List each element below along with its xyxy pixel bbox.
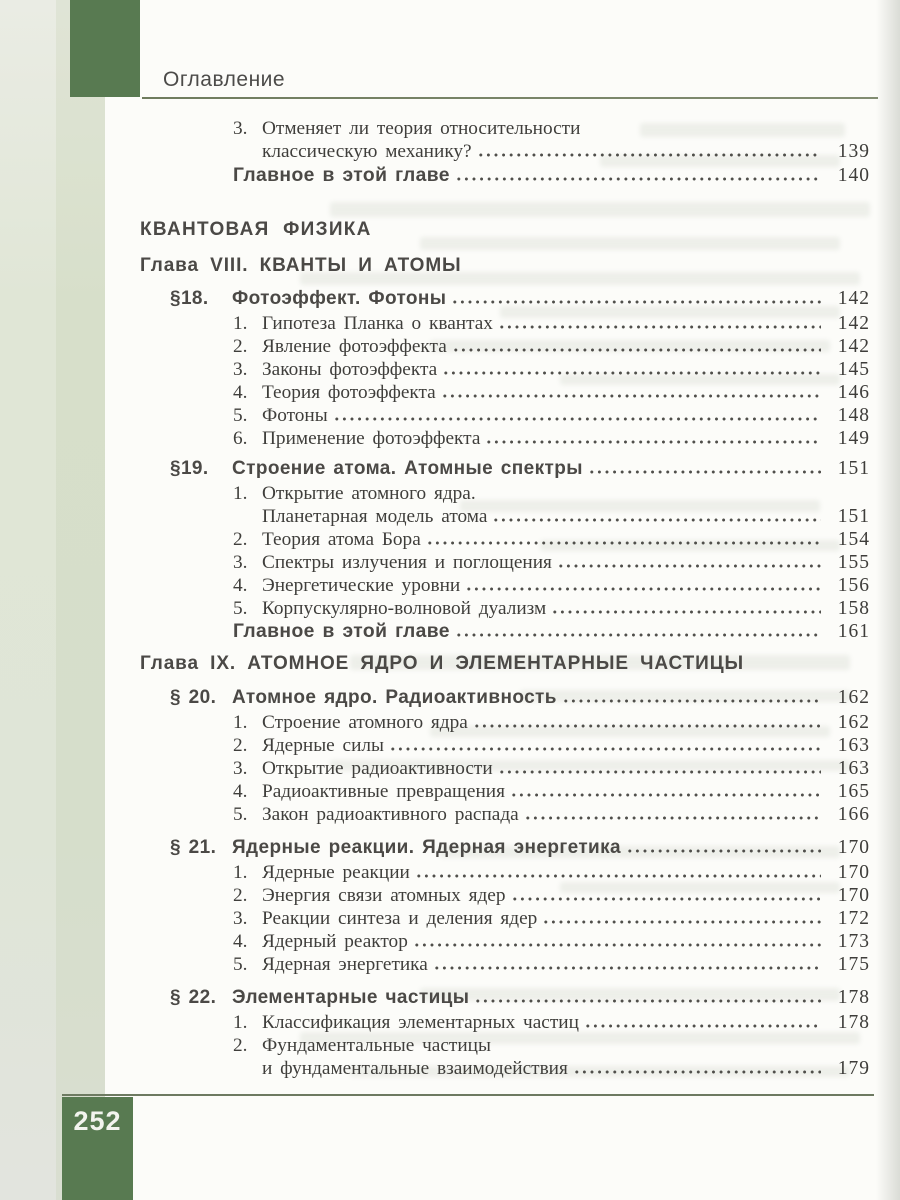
dot-leader [551, 610, 821, 614]
toc-entry-continuation [140, 1057, 870, 1080]
entry-page-number: 155 [837, 552, 870, 573]
section-title: Фотоэффект. Фотоны [232, 288, 447, 309]
toc-entry [140, 312, 870, 335]
summary-entry [140, 163, 870, 188]
entry-title: Ядерные реакции [262, 862, 410, 883]
entry-number: 5. [233, 954, 248, 975]
entry-number: 3. [233, 758, 248, 779]
toc-entry [140, 574, 870, 597]
entry-title: Классификация элементарных частиц [262, 1012, 579, 1033]
dot-leader [498, 325, 821, 329]
entry-number: 1. [233, 483, 248, 504]
entry-page-number: 142 [837, 336, 870, 357]
toc-entry [140, 953, 870, 976]
dot-leader [511, 897, 821, 901]
entry-title: классическую механику? [262, 141, 472, 162]
entry-page-number: 170 [837, 885, 870, 906]
entry-page-number: 140 [837, 165, 870, 186]
dot-leader [452, 348, 821, 352]
entry-page-number: 165 [837, 781, 870, 802]
dot-leader [415, 874, 821, 878]
dot-leader [588, 470, 821, 474]
dot-leader [498, 770, 821, 774]
entry-page-number: 154 [837, 529, 870, 550]
entry-number: 2. [233, 885, 248, 906]
dot-leader [426, 541, 821, 545]
toc-entry [140, 884, 870, 907]
entry-title: Ядерные силы [262, 735, 384, 756]
dot-leader [474, 999, 821, 1003]
entry-page-number: 173 [837, 931, 870, 952]
dot-leader [442, 371, 821, 375]
entry-number: 1. [233, 313, 248, 334]
entry-title: Строение атомного ядра [262, 712, 468, 733]
entry-title: Законы фотоэффекта [262, 359, 438, 380]
section-label: §18. [170, 288, 209, 309]
section-entry [140, 985, 870, 1011]
dot-leader [389, 747, 821, 751]
entry-page-number: 142 [837, 288, 870, 309]
entry-number: 4. [233, 382, 248, 403]
right-page-edge [876, 0, 900, 1200]
entry-page-number: 161 [837, 621, 870, 642]
entry-title: Главное в этой главе [233, 621, 450, 642]
dot-leader [562, 699, 821, 703]
entry-title: Радиоактивные превращения [262, 781, 505, 802]
toc-entry [140, 482, 870, 505]
dot-leader [455, 633, 821, 637]
dot-leader [542, 920, 821, 924]
toc-entry [140, 907, 870, 930]
entry-page-number: 145 [837, 359, 870, 380]
dot-leader [626, 849, 821, 853]
entry-page-number: 172 [837, 908, 870, 929]
entry-page-number: 178 [837, 987, 870, 1008]
entry-number: 2. [233, 336, 248, 357]
entry-number: 2. [233, 1035, 248, 1056]
entry-title: Гипотеза Планка о квантах [262, 313, 493, 334]
entry-page-number: 142 [837, 313, 870, 334]
entry-page-number: 166 [837, 804, 870, 825]
dot-leader [413, 943, 821, 947]
toc-entry [140, 780, 870, 803]
entry-title: Теория фотоэффекта [262, 382, 436, 403]
toc-entry [140, 335, 870, 358]
dot-leader [557, 564, 821, 568]
entry-number: 2. [233, 735, 248, 756]
toc-entry [140, 404, 870, 427]
section-entry [140, 286, 870, 312]
entry-title: Применение фотоэффекта [262, 428, 481, 449]
toc-entry [140, 551, 870, 574]
toc-entry [140, 757, 870, 780]
dot-leader [455, 177, 821, 181]
entry-page-number: 163 [837, 758, 870, 779]
entry-number: 3. [233, 552, 248, 573]
toc-entry [140, 734, 870, 757]
entry-number: 3. [233, 908, 248, 929]
entry-title: Закон радиоактивного распада [262, 804, 519, 825]
entry-number: 5. [233, 804, 248, 825]
entry-page-number: 170 [837, 862, 870, 883]
dot-leader [333, 417, 821, 421]
entry-number: 1. [233, 862, 248, 883]
entry-title: Теория атома Бора [262, 529, 421, 550]
toc-entry [140, 711, 870, 734]
dot-leader [477, 153, 821, 157]
entry-number: 4. [233, 931, 248, 952]
entry-number: 3. [233, 359, 248, 380]
entry-number: 2. [233, 529, 248, 550]
entry-page-number: 178 [837, 1012, 870, 1033]
chapter-heading: Глава IX. АТОМНОЕ ЯДРО И ЭЛЕМЕНТАРНЫЕ ЧАСТИЦЫ [140, 653, 745, 674]
section-entry [140, 835, 870, 861]
toc-entry [140, 930, 870, 953]
toc-entry [140, 427, 870, 450]
entry-title: Явление фотоэффекта [262, 336, 447, 357]
entry-title: Корпускулярно-волновой дуализм [262, 598, 547, 619]
left-page-edge-shade [56, 0, 105, 1200]
toc-entry-continuation [140, 505, 870, 528]
footer-rule [62, 1094, 874, 1096]
entry-title: Фотоны [262, 405, 328, 426]
entry-page-number: 179 [837, 1058, 870, 1079]
dot-leader [524, 816, 821, 820]
toc-entry [140, 861, 870, 884]
entry-number: 1. [233, 712, 248, 733]
entry-page-number: 139 [837, 141, 870, 162]
dot-leader [441, 394, 821, 398]
entry-title: Энергетические уровни [262, 575, 461, 596]
entry-page-number: 158 [837, 598, 870, 619]
dot-leader [485, 440, 821, 444]
section-title: Элементарные частицы [232, 987, 470, 1008]
entry-title: Фундаментальные частицы [262, 1035, 491, 1056]
toc-entry [140, 1034, 870, 1057]
dot-leader [451, 300, 821, 304]
entry-page-number: 149 [837, 428, 870, 449]
section-title: Строение атома. Атомные спектры [232, 458, 583, 479]
entry-page-number: 156 [837, 575, 870, 596]
section-entry [140, 456, 870, 482]
section-label: §19. [170, 458, 209, 479]
entry-number: 4. [233, 575, 248, 596]
dot-leader [465, 587, 821, 591]
entry-number: 3. [233, 118, 248, 139]
chapter-heading: Глава VIII. КВАНТЫ И АТОМЫ [140, 255, 462, 276]
entry-page-number: 148 [837, 405, 870, 426]
section-label: § 20. [170, 687, 217, 708]
dot-leader [433, 966, 821, 970]
entry-title: Планетарная модель атома [262, 506, 488, 527]
entry-number: 4. [233, 781, 248, 802]
toc-entry [140, 381, 870, 404]
entry-title: и фундаментальные взаимодействия [262, 1058, 568, 1079]
entry-page-number: 170 [837, 837, 870, 858]
section-entry [140, 685, 870, 711]
entry-title: Отменяет ли теория относительности [262, 118, 581, 139]
entry-title: Реакции синтеза и деления ядер [262, 908, 538, 929]
entry-title: Открытие атомного ядра. [262, 483, 476, 504]
entry-page-number: 146 [837, 382, 870, 403]
entry-title: Ядерный реактор [262, 931, 408, 952]
toc [140, 117, 870, 1080]
part-heading: КВАНТОВАЯ ФИЗИКА [140, 219, 372, 240]
entry-title: Ядерная энергетика [262, 954, 428, 975]
page-number-tab: 252 [62, 1097, 133, 1200]
entry-page-number: 162 [837, 687, 870, 708]
corner-accent-block [70, 0, 140, 97]
section-label: § 21. [170, 837, 217, 858]
toc-entry [140, 528, 870, 551]
entry-number: 5. [233, 405, 248, 426]
entry-title: Спектры излучения и поглощения [262, 552, 552, 573]
entry-number: 1. [233, 1012, 248, 1033]
toc-entry [140, 117, 870, 140]
entry-page-number: 151 [837, 458, 870, 479]
entry-page-number: 162 [837, 712, 870, 733]
entry-page-number: 175 [837, 954, 870, 975]
toc-entry [140, 358, 870, 381]
section-title: Ядерные реакции. Ядерная энергетика [232, 837, 622, 858]
section-title: Атомное ядро. Радиоактивность [232, 687, 557, 708]
toc-entry [140, 803, 870, 826]
entry-title: Главное в этой главе [233, 165, 450, 186]
section-label: § 22. [170, 987, 217, 1008]
dot-leader [584, 1024, 821, 1028]
entry-title: Энергия связи атомных ядер [262, 885, 506, 906]
toc-entry [140, 1011, 870, 1034]
toc-entry [140, 597, 870, 620]
toc-entry-continuation [140, 140, 870, 163]
dot-leader [510, 793, 821, 797]
entry-page-number: 151 [837, 506, 870, 527]
header-rule [142, 97, 878, 99]
summary-entry [140, 620, 870, 643]
page-title: Оглавление [163, 68, 286, 91]
entry-number: 6. [233, 428, 248, 449]
dot-leader [573, 1070, 821, 1074]
entry-title: Открытие радиоактивности [262, 758, 493, 779]
entry-page-number: 163 [837, 735, 870, 756]
entry-number: 5. [233, 598, 248, 619]
dot-leader [473, 724, 821, 728]
dot-leader [492, 518, 821, 522]
